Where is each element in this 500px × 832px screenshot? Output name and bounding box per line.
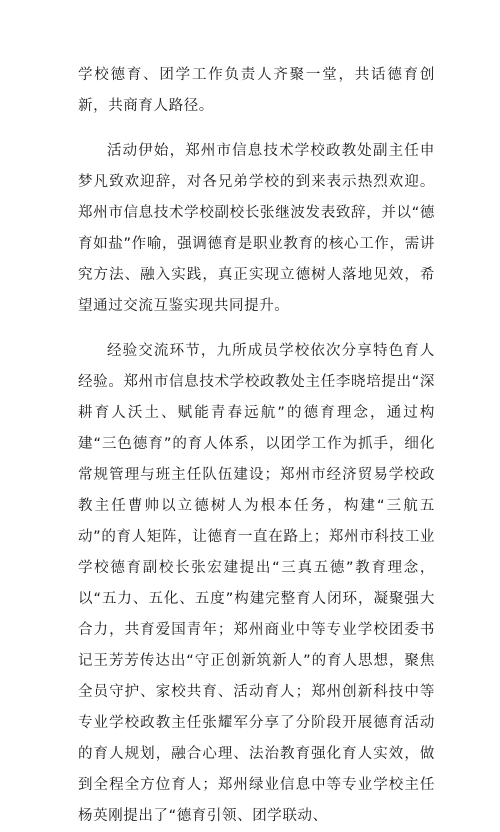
paragraph-opening-ceremony: 活动伊始，郑州市信息技术学校政教处副主任申梦凡致欢迎辞，对各兄弟学校的到来表示热烈欢迎。郑州市信息技术学校副校长张继波发表致辞，并以“德育如盐”作喻，强调德育是职业教育的核心工作，需讲究方法、融入实践，真正实现立德树人落地见效，希望通过交流互鉴实现共同提升。 <box>78 143 435 314</box>
paragraph-experience-exchange: 经验交流环节，九所成员学校依次分享特色育人经验。郑州市信息技术学校政教处主任李晓培提出“深耕育人沃土、赋能青春远航”的德育理念，通过构建“三色德育”的育人体系，以团学工作为抓手，细化常规管理与班主任队伍建设；郑州市经济贸易学校政教主任曹帅以立德树人为根本任务，构建“三航五动”的育人矩阵，让德育一直在路上；郑州市科技工业学校德育副校长张宏建提出“三真五德”教育理念，以“五力、五化、五度”构建完整育人闭环，凝聚强大合力，共育爱国青年；郑州商业中等专业学校团委书记王芳芳传达出“守正创新筑新人”的育人思想，聚焦全员守护、家校共育、活动育人；郑州创新科技中等专业学校政教主任张耀军分享了分阶段开展德育活动的育人规划，融合心理、法治教育强化育人实效，做到全程全方位育人；郑州绿业信息中等专业学校主任杨英刚提出了“德育引领、团学联动、 <box>78 343 435 824</box>
paragraph-continuation: 学校德育、团学工作负责人齐聚一堂，共话德育创新，共商育人路径。 <box>78 67 435 114</box>
article-body <box>78 60 435 832</box>
